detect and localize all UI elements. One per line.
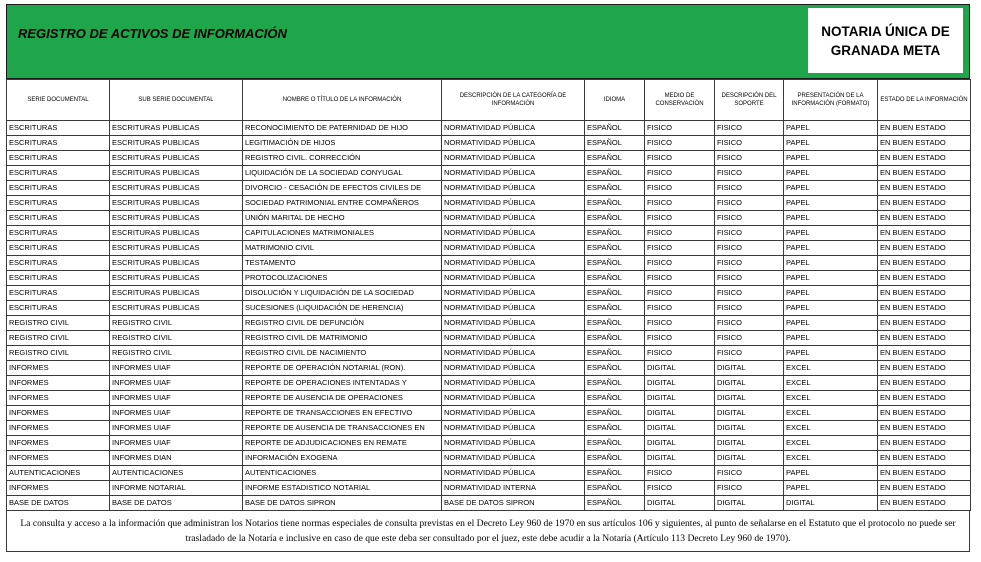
- table-cell: FISICO: [715, 481, 784, 496]
- table-cell: NORMATIVIDAD PÚBLICA: [442, 451, 585, 466]
- table-cell: EN BUEN ESTADO: [878, 361, 971, 376]
- table-cell: FISICO: [715, 211, 784, 226]
- table-cell: EN BUEN ESTADO: [878, 271, 971, 286]
- table-cell: FISICO: [645, 196, 715, 211]
- table-cell: PAPEL: [784, 256, 878, 271]
- table-cell: LIQUIDACIÓN DE LA SOCIEDAD CONYUGAL: [243, 166, 442, 181]
- table-cell: ESPAÑOL: [585, 451, 645, 466]
- table-cell: INFORMES: [7, 406, 110, 421]
- table-row: [7, 301, 971, 316]
- table-cell: ESPAÑOL: [585, 166, 645, 181]
- table-row: [7, 181, 971, 196]
- table-cell: INFORMES UIAF: [110, 376, 243, 391]
- table-cell: REPORTE DE OPERACIONES INTENTADAS Y: [243, 376, 442, 391]
- table-cell: DIGITAL: [645, 376, 715, 391]
- table-cell: ESCRITURAS PUBLICAS: [110, 256, 243, 271]
- table-cell: DIGITAL: [645, 421, 715, 436]
- table-cell: NORMATIVIDAD PÚBLICA: [442, 256, 585, 271]
- table-cell: FISICO: [715, 271, 784, 286]
- page-title: REGISTRO DE ACTIVOS DE INFORMACIÓN: [18, 26, 287, 41]
- table-cell: EXCEL: [784, 451, 878, 466]
- table-row: [7, 496, 971, 511]
- table-row: [7, 346, 971, 361]
- table-cell: LEGITIMACIÓN DE HIJOS: [243, 136, 442, 151]
- table-cell: NORMATIVIDAD PÚBLICA: [442, 316, 585, 331]
- table-cell: NORMATIVIDAD PÚBLICA: [442, 331, 585, 346]
- table-cell: FISICO: [645, 466, 715, 481]
- column-header: IDIOMA: [585, 80, 645, 121]
- table-cell: INFORMACIÓN EXOGENA: [243, 451, 442, 466]
- table-cell: ESCRITURAS: [7, 256, 110, 271]
- table-cell: DIGITAL: [784, 496, 878, 511]
- table-cell: ESCRITURAS: [7, 181, 110, 196]
- table-cell: PAPEL: [784, 226, 878, 241]
- table-cell: EN BUEN ESTADO: [878, 391, 971, 406]
- table-cell: CAPITULACIONES MATRIMONIALES: [243, 226, 442, 241]
- table-cell: FISICO: [645, 301, 715, 316]
- table-cell: ESPAÑOL: [585, 436, 645, 451]
- table-cell: ESCRITURAS PUBLICAS: [110, 166, 243, 181]
- table-cell: MATRIMONIO CIVIL: [243, 241, 442, 256]
- table-cell: NORMATIVIDAD PÚBLICA: [442, 376, 585, 391]
- table-cell: ESPAÑOL: [585, 361, 645, 376]
- table-cell: NORMATIVIDAD PÚBLICA: [442, 196, 585, 211]
- table-cell: ESPAÑOL: [585, 316, 645, 331]
- table-cell: DIGITAL: [715, 391, 784, 406]
- table-cell: ESPAÑOL: [585, 256, 645, 271]
- table-cell: FISICO: [715, 166, 784, 181]
- table-cell: NORMATIVIDAD PÚBLICA: [442, 301, 585, 316]
- table-row: [7, 481, 971, 496]
- table-row: [7, 121, 971, 136]
- table-row: [7, 391, 971, 406]
- table-cell: PAPEL: [784, 211, 878, 226]
- table-cell: NORMATIVIDAD PÚBLICA: [442, 151, 585, 166]
- table-cell: ESCRITURAS PUBLICAS: [110, 181, 243, 196]
- table-cell: DISOLUCIÓN Y LIQUIDACIÓN DE LA SOCIEDAD: [243, 286, 442, 301]
- table-cell: EN BUEN ESTADO: [878, 421, 971, 436]
- column-header: DESCRIPCIÓN DE LA CATEGORÍA DE INFORMACIÓN: [442, 80, 585, 121]
- table-body: [7, 121, 971, 511]
- table-cell: REGISTRO CIVIL: [7, 331, 110, 346]
- table-cell: TESTAMENTO: [243, 256, 442, 271]
- table-cell: EN BUEN ESTADO: [878, 346, 971, 361]
- table-cell: PAPEL: [784, 481, 878, 496]
- table-cell: DIGITAL: [715, 406, 784, 421]
- table-cell: NORMATIVIDAD PÚBLICA: [442, 436, 585, 451]
- column-header: ESTADO DE LA INFORMACIÓN: [878, 80, 971, 121]
- column-header: SUB SERIE DOCUMENTAL: [110, 80, 243, 121]
- table-cell: DIVORCIO - CESACIÓN DE EFECTOS CIVILES DE: [243, 181, 442, 196]
- brand-box: [808, 8, 963, 73]
- table-cell: NORMATIVIDAD PÚBLICA: [442, 286, 585, 301]
- table-cell: ESPAÑOL: [585, 196, 645, 211]
- table-cell: INFORME ESTADISTICO NOTARIAL: [243, 481, 442, 496]
- table-cell: EN BUEN ESTADO: [878, 376, 971, 391]
- table-cell: FISICO: [645, 121, 715, 136]
- table-cell: EXCEL: [784, 436, 878, 451]
- table-row: [7, 421, 971, 436]
- table-cell: DIGITAL: [645, 406, 715, 421]
- table-cell: EN BUEN ESTADO: [878, 211, 971, 226]
- table-cell: REGISTRO CIVIL DE MATRIMONIO: [243, 331, 442, 346]
- table-cell: INFORMES: [7, 421, 110, 436]
- table-cell: INFORMES: [7, 481, 110, 496]
- table-cell: PAPEL: [784, 346, 878, 361]
- table-cell: EN BUEN ESTADO: [878, 151, 971, 166]
- table-cell: INFORMES: [7, 361, 110, 376]
- table-cell: REGISTRO CIVIL. CORRECCIÓN: [243, 151, 442, 166]
- table-cell: EN BUEN ESTADO: [878, 286, 971, 301]
- table-cell: FISICO: [645, 286, 715, 301]
- table-cell: NORMATIVIDAD PÚBLICA: [442, 181, 585, 196]
- table-cell: REPORTE DE TRANSACCIONES EN EFECTIVO: [243, 406, 442, 421]
- table-cell: FISICO: [645, 256, 715, 271]
- table-cell: ESPAÑOL: [585, 301, 645, 316]
- table-cell: ESPAÑOL: [585, 121, 645, 136]
- table-cell: FISICO: [715, 256, 784, 271]
- table-cell: EN BUEN ESTADO: [878, 301, 971, 316]
- table-cell: NORMATIVIDAD PÚBLICA: [442, 211, 585, 226]
- table-cell: FISICO: [645, 226, 715, 241]
- table-cell: ESPAÑOL: [585, 496, 645, 511]
- table-cell: INFORMES: [7, 436, 110, 451]
- table-cell: NORMATIVIDAD PÚBLICA: [442, 271, 585, 286]
- table-cell: FISICO: [715, 286, 784, 301]
- table-cell: ESCRITURAS PUBLICAS: [110, 151, 243, 166]
- table-cell: PAPEL: [784, 271, 878, 286]
- table-cell: INFORMES: [7, 451, 110, 466]
- table-cell: EN BUEN ESTADO: [878, 226, 971, 241]
- table-cell: INFORMES UIAF: [110, 406, 243, 421]
- table-cell: ESCRITURAS: [7, 241, 110, 256]
- table-cell: ESPAÑOL: [585, 286, 645, 301]
- table-cell: FISICO: [715, 151, 784, 166]
- table-cell: FISICO: [715, 196, 784, 211]
- table-cell: EN BUEN ESTADO: [878, 436, 971, 451]
- table-cell: RECONOCIMIENTO DE PATERNIDAD DE HIJO: [243, 121, 442, 136]
- table-cell: NORMATIVIDAD PÚBLICA: [442, 391, 585, 406]
- table-cell: NORMATIVIDAD PÚBLICA: [442, 466, 585, 481]
- table-cell: EXCEL: [784, 376, 878, 391]
- table-cell: REPORTE DE OPERACIÓN NOTARIAL (RON).: [243, 361, 442, 376]
- table-cell: INFORMES: [7, 376, 110, 391]
- table-cell: FISICO: [715, 331, 784, 346]
- table-row: [7, 241, 971, 256]
- table-cell: FISICO: [715, 301, 784, 316]
- table-row: [7, 466, 971, 481]
- table-cell: SOCIEDAD PATRIMONIAL ENTRE COMPAÑEROS: [243, 196, 442, 211]
- table-cell: AUTENTICACIONES: [110, 466, 243, 481]
- table-cell: UNIÓN MARITAL DE HECHO: [243, 211, 442, 226]
- table-cell: REGISTRO CIVIL DE NACIMIENTO: [243, 346, 442, 361]
- table-cell: FISICO: [715, 136, 784, 151]
- table-cell: REGISTRO CIVIL: [110, 346, 243, 361]
- table-cell: REGISTRO CIVIL: [110, 331, 243, 346]
- table-cell: NORMATIVIDAD PÚBLICA: [442, 346, 585, 361]
- table-cell: DIGITAL: [715, 436, 784, 451]
- table-cell: REGISTRO CIVIL DE DEFUNCIÓN: [243, 316, 442, 331]
- column-header: SERIE DOCUMENTAL: [7, 80, 110, 121]
- table-cell: INFORMES DIAN: [110, 451, 243, 466]
- table-cell: EN BUEN ESTADO: [878, 241, 971, 256]
- table-cell: ESCRITURAS: [7, 271, 110, 286]
- table-cell: EN BUEN ESTADO: [878, 316, 971, 331]
- table-cell: EXCEL: [784, 361, 878, 376]
- table-cell: NORMATIVIDAD PÚBLICA: [442, 421, 585, 436]
- table-cell: ESPAÑOL: [585, 241, 645, 256]
- table-cell: REGISTRO CIVIL: [7, 346, 110, 361]
- table-cell: EN BUEN ESTADO: [878, 481, 971, 496]
- table-row: [7, 406, 971, 421]
- table-cell: FISICO: [715, 466, 784, 481]
- column-header: NOMBRE O TÍTULO DE LA INFORMACIÓN: [243, 80, 442, 121]
- table-cell: ESCRITURAS: [7, 286, 110, 301]
- table-cell: ESPAÑOL: [585, 481, 645, 496]
- table-cell: ESCRITURAS: [7, 196, 110, 211]
- table-row: [7, 316, 971, 331]
- table-cell: ESPAÑOL: [585, 421, 645, 436]
- brand-name: NOTARIA ÚNICA DE GRANADA META: [821, 23, 950, 58]
- table-cell: EN BUEN ESTADO: [878, 496, 971, 511]
- table-cell: ESPAÑOL: [585, 331, 645, 346]
- table-cell: SUCESIONES (LIQUIDACIÓN DE HERENCIA): [243, 301, 442, 316]
- table-cell: DIGITAL: [645, 391, 715, 406]
- table-row: [7, 196, 971, 211]
- table-row: [7, 436, 971, 451]
- table-cell: PAPEL: [784, 121, 878, 136]
- table-cell: EXCEL: [784, 406, 878, 421]
- table-cell: FISICO: [645, 136, 715, 151]
- legal-footnote: La consulta y acceso a la información que administran los Notarios tiene normas especiales de consulta previstas en el Decreto Ley 960 de 1970 en sus artículos 106 y siguientes, al punto de señalarse en el Estatuto que el protocolo no puede ser trasladado de la Notaría e inclusive en caso de que este deba ser consultado por el juez, este debe acudir a la Notaría (Artículo 113 Decreto Ley 960 de 1970).: [6, 510, 970, 552]
- table-cell: FISICO: [645, 316, 715, 331]
- table-cell: ESCRITURAS PUBLICAS: [110, 136, 243, 151]
- table-cell: EN BUEN ESTADO: [878, 166, 971, 181]
- table-cell: FISICO: [645, 346, 715, 361]
- table-cell: FISICO: [645, 241, 715, 256]
- column-header: DESCRIPCIÓN DEL SOPORTE: [715, 80, 784, 121]
- table-cell: NORMATIVIDAD INTERNA: [442, 481, 585, 496]
- table-cell: DIGITAL: [645, 496, 715, 511]
- table-cell: ESPAÑOL: [585, 391, 645, 406]
- table-cell: DIGITAL: [645, 451, 715, 466]
- table-cell: ESCRITURAS PUBLICAS: [110, 196, 243, 211]
- table-row: [7, 361, 971, 376]
- table-row: [7, 136, 971, 151]
- table-row: [7, 451, 971, 466]
- table-cell: DIGITAL: [715, 451, 784, 466]
- table-cell: DIGITAL: [715, 421, 784, 436]
- table-cell: ESPAÑOL: [585, 151, 645, 166]
- table-cell: FISICO: [645, 481, 715, 496]
- table-cell: FISICO: [715, 241, 784, 256]
- table-cell: ESCRITURAS PUBLICAS: [110, 211, 243, 226]
- table-cell: AUTENTICACIONES: [7, 466, 110, 481]
- table-cell: ESPAÑOL: [585, 346, 645, 361]
- table-cell: PAPEL: [784, 466, 878, 481]
- table-cell: FISICO: [715, 346, 784, 361]
- table-cell: FISICO: [715, 181, 784, 196]
- table-cell: ESPAÑOL: [585, 211, 645, 226]
- table-cell: INFORMES UIAF: [110, 391, 243, 406]
- table-cell: NORMATIVIDAD PÚBLICA: [442, 166, 585, 181]
- header-banner: [6, 4, 970, 79]
- table-row: [7, 286, 971, 301]
- table-cell: ESCRITURAS: [7, 166, 110, 181]
- table-cell: DIGITAL: [645, 361, 715, 376]
- table-cell: EN BUEN ESTADO: [878, 331, 971, 346]
- table-cell: ESCRITURAS: [7, 121, 110, 136]
- table-cell: PAPEL: [784, 316, 878, 331]
- table-cell: REPORTE DE ADJUDICACIONES EN REMATE: [243, 436, 442, 451]
- table-cell: AUTENTICACIONES: [243, 466, 442, 481]
- table-cell: FISICO: [645, 331, 715, 346]
- table-cell: FISICO: [715, 121, 784, 136]
- table-cell: INFORMES: [7, 391, 110, 406]
- table-cell: ESPAÑOL: [585, 376, 645, 391]
- table-cell: ESCRITURAS: [7, 301, 110, 316]
- table-cell: PAPEL: [784, 181, 878, 196]
- table-cell: EN BUEN ESTADO: [878, 466, 971, 481]
- table-cell: NORMATIVIDAD PÚBLICA: [442, 406, 585, 421]
- table-cell: EN BUEN ESTADO: [878, 256, 971, 271]
- table-cell: ESCRITURAS: [7, 151, 110, 166]
- table-cell: ESPAÑOL: [585, 226, 645, 241]
- table-cell: FISICO: [645, 166, 715, 181]
- table-cell: ESCRITURAS PUBLICAS: [110, 241, 243, 256]
- table-cell: BASE DE DATOS SIPRON: [243, 496, 442, 511]
- table-cell: ESPAÑOL: [585, 466, 645, 481]
- table-cell: EXCEL: [784, 421, 878, 436]
- column-header: MEDIO DE CONSERVACIÓN: [645, 80, 715, 121]
- table-cell: EN BUEN ESTADO: [878, 406, 971, 421]
- table-cell: EN BUEN ESTADO: [878, 136, 971, 151]
- table-cell: REPORTE DE AUSENCIA DE TRANSACCIONES EN: [243, 421, 442, 436]
- table-cell: DIGITAL: [715, 376, 784, 391]
- table-cell: FISICO: [645, 211, 715, 226]
- table-cell: ESPAÑOL: [585, 136, 645, 151]
- table-cell: REGISTRO CIVIL: [7, 316, 110, 331]
- assets-table: [6, 79, 971, 511]
- table-cell: NORMATIVIDAD PÚBLICA: [442, 136, 585, 151]
- column-header: PRESENTACIÓN DE LA INFORMACIÓN (FORMATO): [784, 80, 878, 121]
- table-cell: ESCRITURAS PUBLICAS: [110, 226, 243, 241]
- table-cell: NORMATIVIDAD PÚBLICA: [442, 241, 585, 256]
- table-cell: FISICO: [645, 151, 715, 166]
- table-cell: PROTOCOLIZACIONES: [243, 271, 442, 286]
- table-cell: ESCRITURAS: [7, 211, 110, 226]
- table-row: [7, 166, 971, 181]
- table-cell: EN BUEN ESTADO: [878, 196, 971, 211]
- table-cell: NORMATIVIDAD PÚBLICA: [442, 226, 585, 241]
- table-cell: FISICO: [715, 316, 784, 331]
- table-cell: INFORMES UIAF: [110, 436, 243, 451]
- table-cell: ESCRITURAS PUBLICAS: [110, 286, 243, 301]
- table-cell: NORMATIVIDAD PÚBLICA: [442, 121, 585, 136]
- table-cell: BASE DE DATOS: [110, 496, 243, 511]
- table-cell: FISICO: [715, 226, 784, 241]
- table-cell: EXCEL: [784, 391, 878, 406]
- table-row: [7, 331, 971, 346]
- table-cell: PAPEL: [784, 286, 878, 301]
- table-cell: PAPEL: [784, 136, 878, 151]
- table-cell: BASE DE DATOS: [7, 496, 110, 511]
- table-cell: DIGITAL: [715, 496, 784, 511]
- table-cell: INFORME NOTARIAL: [110, 481, 243, 496]
- table-cell: ESPAÑOL: [585, 181, 645, 196]
- table-cell: REPORTE DE AUSENCIA DE OPERACIONES: [243, 391, 442, 406]
- table-row: [7, 271, 971, 286]
- table-cell: DIGITAL: [645, 436, 715, 451]
- table-cell: EN BUEN ESTADO: [878, 451, 971, 466]
- table-cell: ESCRITURAS PUBLICAS: [110, 301, 243, 316]
- table-cell: ESCRITURAS PUBLICAS: [110, 121, 243, 136]
- table-row: [7, 256, 971, 271]
- table-cell: EN BUEN ESTADO: [878, 181, 971, 196]
- table-row: [7, 226, 971, 241]
- table-cell: NORMATIVIDAD PÚBLICA: [442, 361, 585, 376]
- table-cell: PAPEL: [784, 331, 878, 346]
- table-cell: INFORMES UIAF: [110, 421, 243, 436]
- table-cell: DIGITAL: [715, 361, 784, 376]
- table-cell: ESCRITURAS: [7, 226, 110, 241]
- table-cell: FISICO: [645, 271, 715, 286]
- table-cell: PAPEL: [784, 196, 878, 211]
- table-cell: BASE DE DATOS SIPRON: [442, 496, 585, 511]
- table-cell: FISICO: [645, 181, 715, 196]
- table-cell: PAPEL: [784, 166, 878, 181]
- table-cell: ESCRITURAS PUBLICAS: [110, 271, 243, 286]
- table-row: [7, 211, 971, 226]
- table-cell: ESPAÑOL: [585, 271, 645, 286]
- table-row: [7, 376, 971, 391]
- table-cell: EN BUEN ESTADO: [878, 121, 971, 136]
- table-cell: PAPEL: [784, 151, 878, 166]
- table-cell: PAPEL: [784, 301, 878, 316]
- table-cell: ESPAÑOL: [585, 406, 645, 421]
- table-cell: INFORMES UIAF: [110, 361, 243, 376]
- table-cell: ESCRITURAS: [7, 136, 110, 151]
- table-cell: REGISTRO CIVIL: [110, 316, 243, 331]
- table-row: [7, 151, 971, 166]
- table-cell: PAPEL: [784, 241, 878, 256]
- table-header-row: [7, 80, 971, 121]
